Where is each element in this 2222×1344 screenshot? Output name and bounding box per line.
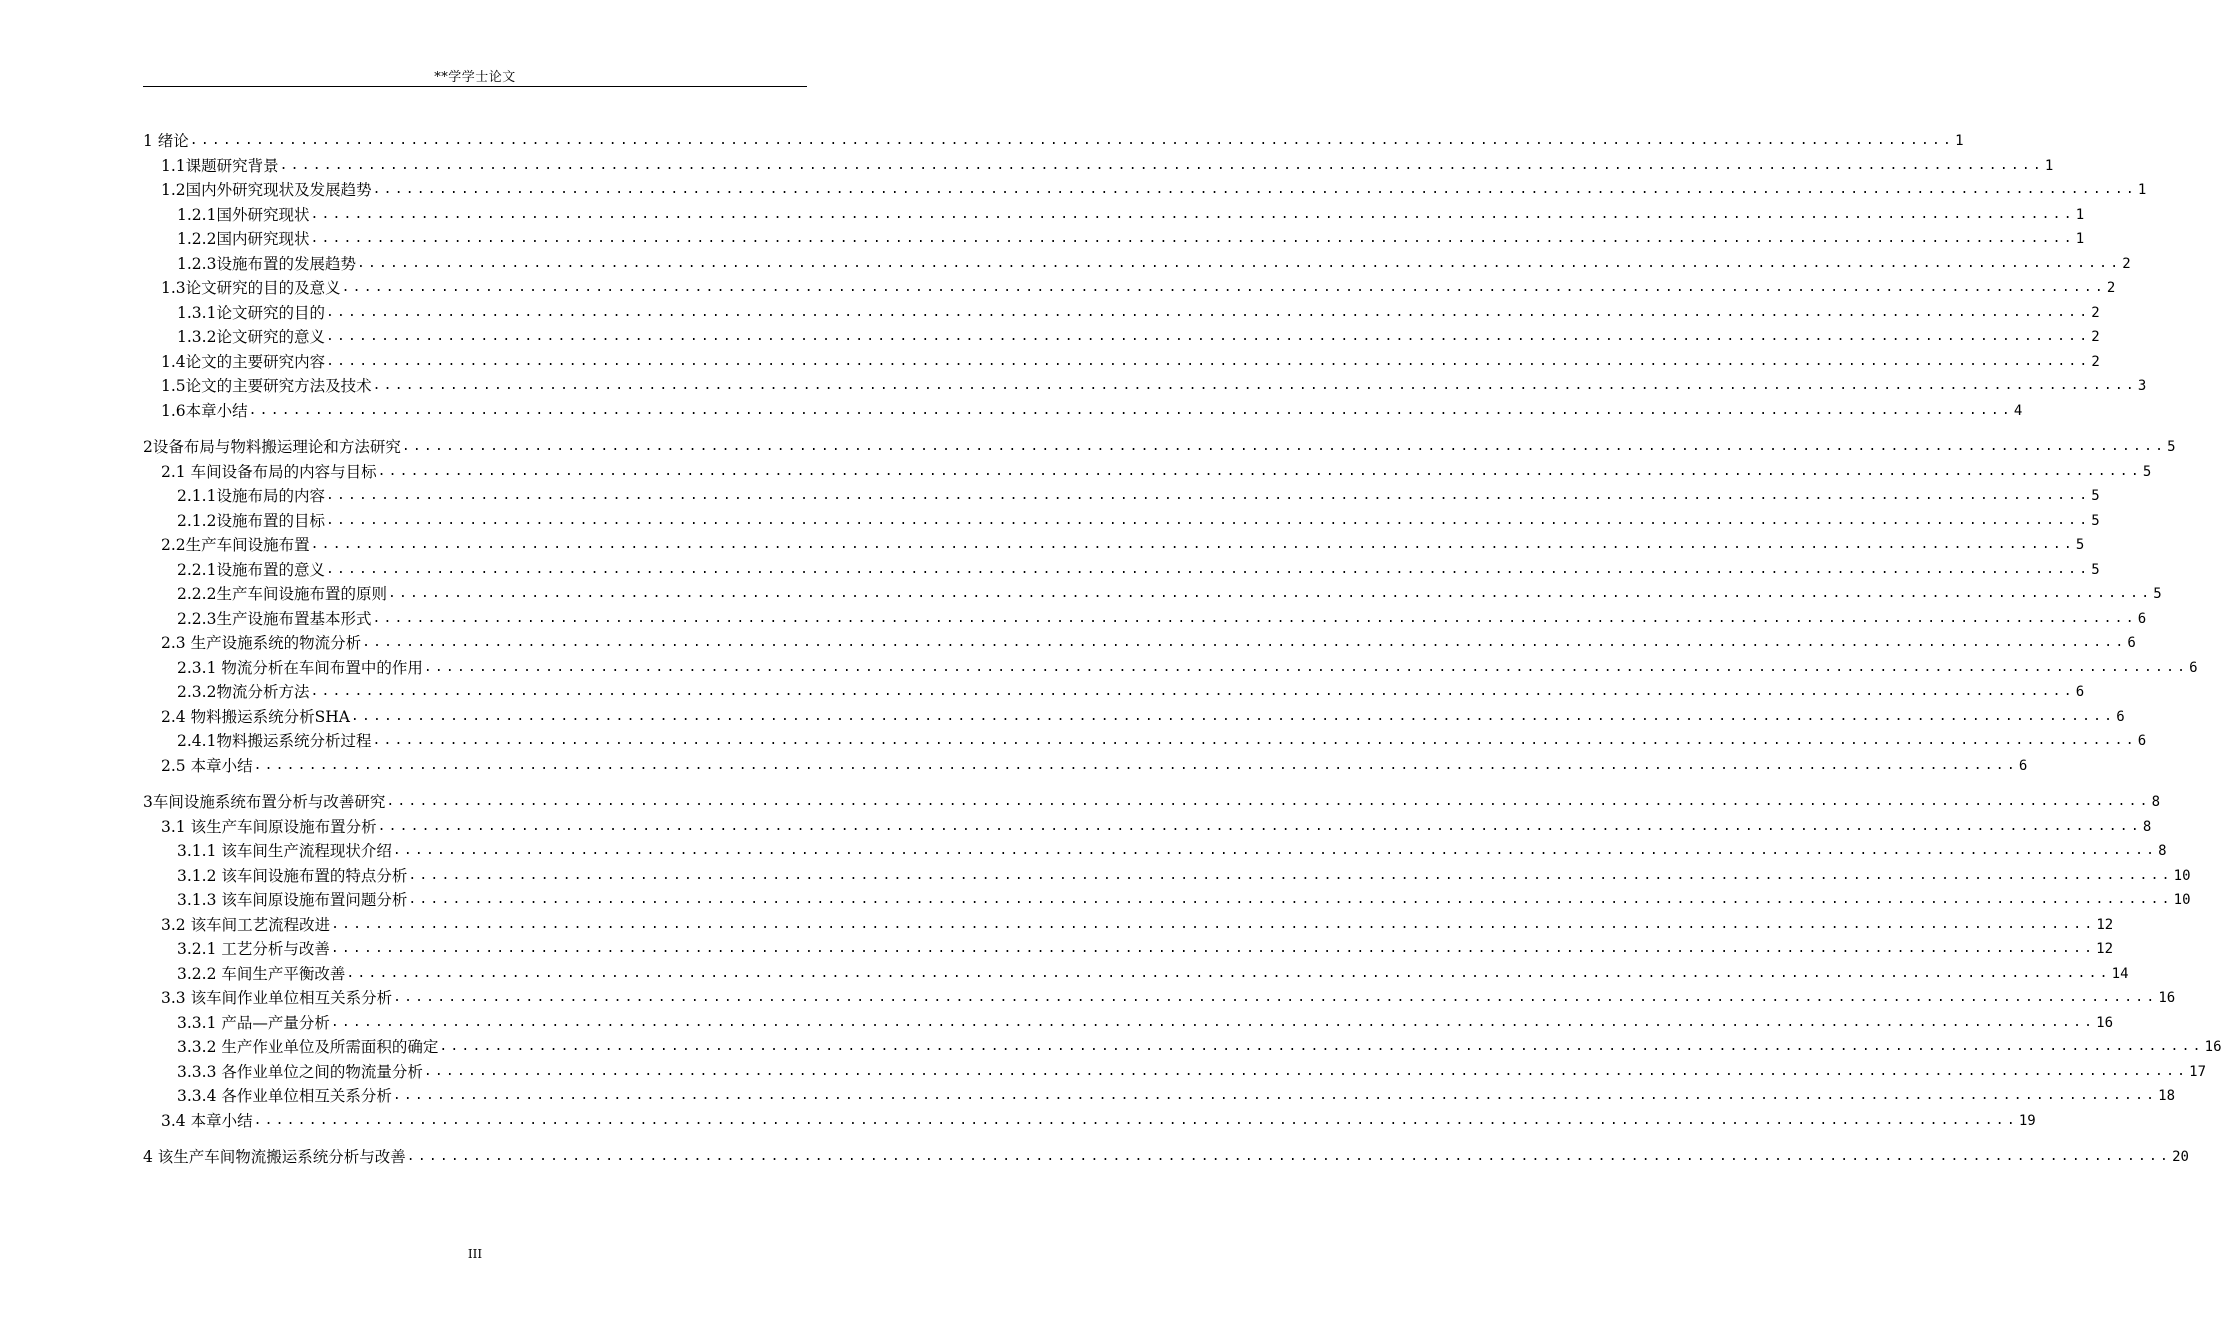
toc-leader-dots: ................................................................................................................................................................ [362, 635, 2127, 650]
toc-leader-dots: ................................................................................................................................................................ [325, 512, 2091, 528]
toc-entry-page: 5 [2091, 561, 2100, 578]
toc-leader-dots: ................................................................................................................................................................ [408, 892, 2173, 907]
toc-entry-page: 1 [2075, 231, 2085, 247]
toc-entry-title: 1.6本章小结 [161, 401, 248, 420]
toc-entry[interactable] [143, 1082, 2175, 1106]
toc-entry-title: 2设备布局与物料搬运理论和方法研究 [143, 438, 401, 456]
toc-entry-page: 19 [2018, 1112, 2036, 1129]
toc-entry[interactable] [143, 348, 2100, 372]
toc-entry[interactable] [143, 1009, 2113, 1033]
toc-leader-dots: ................................................................................................................................................................ [372, 610, 2137, 626]
toc-entry-page: 5 [2075, 537, 2085, 553]
toc-entry-title: 2.5 本章小结 [161, 756, 253, 775]
header-rule [143, 86, 807, 87]
toc-leader-dots: ................................................................................................................................................................ [377, 463, 2142, 479]
toc-entry-page: 16 [2158, 990, 2176, 1006]
toc-entry-title: 1.3.1论文研究的目的 [177, 303, 325, 322]
toc-entry-title: 3.4 本章小结 [161, 1111, 253, 1130]
toc-leader-dots: ................................................................................................................................................................ [372, 733, 2137, 748]
toc-leader-dots: ................................................................................................................................................................ [387, 586, 2153, 601]
toc-entry[interactable] [143, 629, 2136, 653]
toc-entry-title: 1.4论文的主要研究内容 [161, 352, 326, 371]
toc-entry-page: 12 [2096, 941, 2113, 957]
toc-entry[interactable] [143, 911, 2114, 935]
toc-entry-title: 1.1课题研究背景 [161, 156, 279, 175]
toc-leader-dots: ................................................................................................................................................................ [377, 818, 2142, 834]
toc-entry-page: 1 [2137, 182, 2147, 198]
toc-entry-page: 5 [2091, 488, 2100, 504]
toc-entry[interactable] [143, 605, 2147, 629]
toc-leader-dots: ................................................................................................................................................................ [401, 439, 2167, 454]
toc-leader-dots: ................................................................................................................................................................ [439, 1039, 2204, 1054]
toc-entry[interactable] [143, 127, 1964, 151]
toc-entry-page: 6 [2075, 684, 2085, 700]
toc-entry[interactable] [143, 250, 2131, 274]
toc-entry[interactable] [143, 752, 2028, 776]
toc-entry-title: 3.2.2 车间生产平衡改善 [177, 964, 346, 983]
toc-leader-dots: ................................................................................................................................................................ [341, 280, 2106, 295]
toc-entry-page: 6 [2116, 708, 2125, 725]
toc-entry-title: 3.3.3 各作业单位之间的物流量分析 [177, 1062, 423, 1081]
toc-entry-page: 10 [2173, 892, 2191, 908]
toc-leader-dots: ................................................................................................................................................................ [248, 402, 2013, 418]
toc-leader-dots: ................................................................................................................................................................ [253, 1112, 2018, 1128]
toc-entry-page: 6 [2127, 635, 2136, 651]
toc-entry-page: 2 [2091, 353, 2100, 370]
toc-entry-title: 2.3 生产设施系统的物流分析 [161, 634, 362, 652]
toc-entry-title: 4 该生产车间物流搬运系统分析与改善 [143, 1148, 406, 1166]
toc-entry-title: 3.3 该车间作业单位相互关系分析 [161, 989, 393, 1007]
toc-entry-page: 14 [2111, 965, 2129, 982]
toc-leader-dots: ................................................................................................................................................................ [423, 1063, 2189, 1079]
toc-entry[interactable] [143, 886, 2191, 910]
toc-leader-dots: ................................................................................................................................................................ [310, 537, 2075, 552]
toc-entry-page: 2 [2122, 255, 2131, 272]
toc-entry[interactable] [143, 372, 2147, 396]
toc-leader-dots: ................................................................................................................................................................ [189, 133, 1955, 148]
toc-entry-page: 6 [2137, 733, 2147, 749]
toc-entry[interactable] [143, 862, 2191, 886]
toc-entry-title: 2.3.1 物流分析在车间布置中的作用 [177, 658, 423, 677]
toc-entry[interactable] [143, 323, 2100, 347]
toc-entry-title: 1.3.2论文研究的意义 [177, 328, 325, 346]
toc-leader-dots: ................................................................................................................................................................ [331, 916, 2096, 932]
toc-leader-dots: ................................................................................................................................................................ [325, 304, 2091, 320]
toc-leader-dots: ................................................................................................................................................................ [325, 561, 2091, 577]
toc-entry-title: 3.3.1 产品—产量分析 [177, 1013, 330, 1032]
toc-entry-page: 10 [2173, 867, 2191, 884]
toc-entry-title: 1 绪论 [143, 132, 189, 150]
toc-entry[interactable] [143, 678, 2085, 702]
toc-entry-title: 2.2生产车间设施布置 [161, 536, 310, 554]
toc-entry[interactable] [143, 201, 2085, 225]
toc-entry[interactable] [143, 1107, 2036, 1131]
toc-entry[interactable] [143, 397, 2023, 421]
toc-entry-page: 8 [2142, 818, 2152, 835]
toc-entry[interactable] [143, 813, 2152, 837]
toc-entry[interactable] [143, 482, 2100, 506]
toc-entry-title: 3.1.2 该车间设施布置的特点分析 [177, 866, 408, 885]
toc-entry[interactable] [143, 531, 2085, 555]
toc-entry-title: 3.3.2 生产作业单位及所需面积的确定 [177, 1038, 439, 1056]
toc-entry-title: 2.4 物料搬运系统分析SHA [161, 707, 350, 726]
toc-entry-title: 3.3.4 各作业单位相互关系分析 [177, 1087, 392, 1105]
toc-entry[interactable] [143, 458, 2152, 482]
toc-entry-title: 2.3.2物流分析方法 [177, 683, 310, 701]
toc-entry-page: 5 [2167, 439, 2176, 455]
toc-leader-dots: ................................................................................................................................................................ [325, 329, 2091, 344]
toc-leader-dots: ................................................................................................................................................................ [279, 157, 2044, 173]
toc-entry-page: 5 [2142, 463, 2152, 480]
toc-leader-dots: ................................................................................................................................................................ [406, 1149, 2172, 1164]
toc-entry[interactable] [143, 556, 2100, 580]
toc-entry-title: 1.2国内外研究现状及发展趋势 [161, 181, 372, 199]
toc-leader-dots: ................................................................................................................................................................ [408, 867, 2173, 883]
toc-entry-title: 2.1 车间设备布局的内容与目标 [161, 462, 377, 481]
toc-leader-dots: ................................................................................................................................................................ [325, 488, 2091, 503]
toc-entry[interactable] [143, 225, 2085, 249]
toc-entry-page: 6 [2018, 757, 2028, 774]
toc-entry[interactable] [143, 580, 2162, 604]
toc-entry-title: 2.4.1物料搬运系统分析过程 [177, 732, 372, 750]
toc-entry[interactable] [143, 703, 2125, 727]
toc-entry-page: 6 [2137, 610, 2147, 627]
toc-entry-page: 16 [2096, 1014, 2113, 1031]
toc-leader-dots: ................................................................................................................................................................ [350, 708, 2116, 724]
toc-entry-page: 2 [2106, 280, 2116, 296]
toc-entry-page: 12 [2096, 916, 2114, 933]
toc-leader-dots: ................................................................................................................................................................ [310, 206, 2075, 222]
toc-entry-page: 1 [2075, 206, 2085, 223]
toc-leader-dots: ................................................................................................................................................................ [346, 965, 2111, 981]
page-header-title: **学学士论文 [434, 70, 516, 85]
toc-leader-dots: ................................................................................................................................................................ [386, 794, 2151, 809]
toc-leader-dots: ................................................................................................................................................................ [310, 231, 2075, 246]
toc-entry-title: 1.3论文研究的目的及意义 [161, 279, 341, 297]
toc-leader-dots: ................................................................................................................................................................ [253, 757, 2018, 773]
toc-leader-dots: ................................................................................................................................................................ [326, 353, 2091, 369]
toc-entry-page: 4 [2013, 402, 2023, 419]
toc-entry-title: 3.2 该车间工艺流程改进 [161, 915, 331, 934]
toc-entry-title: 2.2.2生产车间设施布置的原则 [177, 585, 387, 603]
page-number: III [467, 1247, 483, 1261]
toc-entry-page: 8 [2151, 794, 2161, 810]
toc-entry-page: 20 [2172, 1149, 2189, 1165]
toc-entry-title: 1.2.1国外研究现状 [177, 205, 310, 224]
toc-entry-title: 1.5论文的主要研究方法及技术 [161, 377, 372, 395]
toc-entry-title: 3.1 该生产车间原设施布置分析 [161, 817, 377, 836]
toc-entry-title: 3.2.1 工艺分析与改善 [177, 940, 330, 958]
toc-entry-page: 2 [2091, 329, 2100, 345]
toc-entry[interactable] [143, 654, 2198, 678]
toc-entry[interactable] [143, 984, 2176, 1008]
toc-leader-dots: ................................................................................................................................................................ [393, 990, 2158, 1005]
toc-leader-dots: ................................................................................................................................................................ [310, 684, 2075, 699]
toc-leader-dots: ................................................................................................................................................................ [392, 1088, 2158, 1103]
toc-entry[interactable] [143, 1058, 2206, 1082]
toc-leader-dots: ................................................................................................................................................................ [356, 255, 2122, 271]
toc-entry-page: 5 [2091, 512, 2100, 529]
toc-entry-title: 3车间设施系统布置分析与改善研究 [143, 793, 386, 811]
toc-entry-page: 1 [2044, 157, 2054, 174]
toc-leader-dots: ................................................................................................................................................................ [372, 378, 2137, 393]
toc-entry[interactable] [143, 299, 2100, 323]
toc-entry-title: 2.2.3生产设施布置基本形式 [177, 609, 372, 628]
toc-leader-dots: ................................................................................................................................................................ [330, 941, 2096, 956]
toc-entry[interactable] [143, 176, 2147, 200]
toc-leader-dots: ................................................................................................................................................................ [372, 182, 2137, 197]
toc-entry-page: 16 [2204, 1039, 2222, 1055]
toc-entry[interactable] [143, 1033, 2222, 1057]
toc-entry-page: 8 [2158, 843, 2167, 859]
toc-leader-dots: ................................................................................................................................................................ [392, 843, 2158, 858]
toc-entry-title: 1.2.2国内研究现状 [177, 230, 310, 248]
toc-entry[interactable] [143, 788, 2161, 812]
toc-entry[interactable] [143, 1143, 2189, 1167]
toc-entry[interactable] [143, 433, 2176, 457]
toc-entry[interactable] [143, 960, 2129, 984]
toc-entry[interactable] [143, 152, 2054, 176]
toc-entry-title: 2.1.1设施布局的内容 [177, 487, 325, 505]
toc-entry-page: 17 [2189, 1063, 2206, 1080]
toc-entry-page: 6 [2189, 659, 2198, 676]
toc-entry[interactable] [143, 935, 2113, 959]
toc-entry-title: 3.1.3 该车间原设施布置问题分析 [177, 891, 408, 909]
toc-entry[interactable] [143, 274, 2116, 298]
toc-entry[interactable] [143, 837, 2167, 861]
toc-entry-page: 5 [2153, 586, 2162, 602]
toc-entry-page: 1 [1955, 133, 1964, 149]
toc-entry-title: 2.1.2设施布置的目标 [177, 511, 325, 530]
toc-leader-dots: ................................................................................................................................................................ [330, 1014, 2096, 1030]
toc-leader-dots: ................................................................................................................................................................ [423, 659, 2189, 675]
toc-entry-title: 1.2.3设施布置的发展趋势 [177, 254, 356, 273]
toc-entry-page: 3 [2137, 378, 2147, 394]
toc-entry[interactable] [143, 727, 2147, 751]
toc-entry-title: 2.2.1设施布置的意义 [177, 560, 325, 579]
toc-entry-page: 18 [2158, 1088, 2175, 1104]
toc-entry-title: 3.1.1 该车间生产流程现状介绍 [177, 842, 392, 860]
toc-entry-page: 2 [2091, 304, 2100, 321]
toc-entry[interactable] [143, 507, 2100, 531]
